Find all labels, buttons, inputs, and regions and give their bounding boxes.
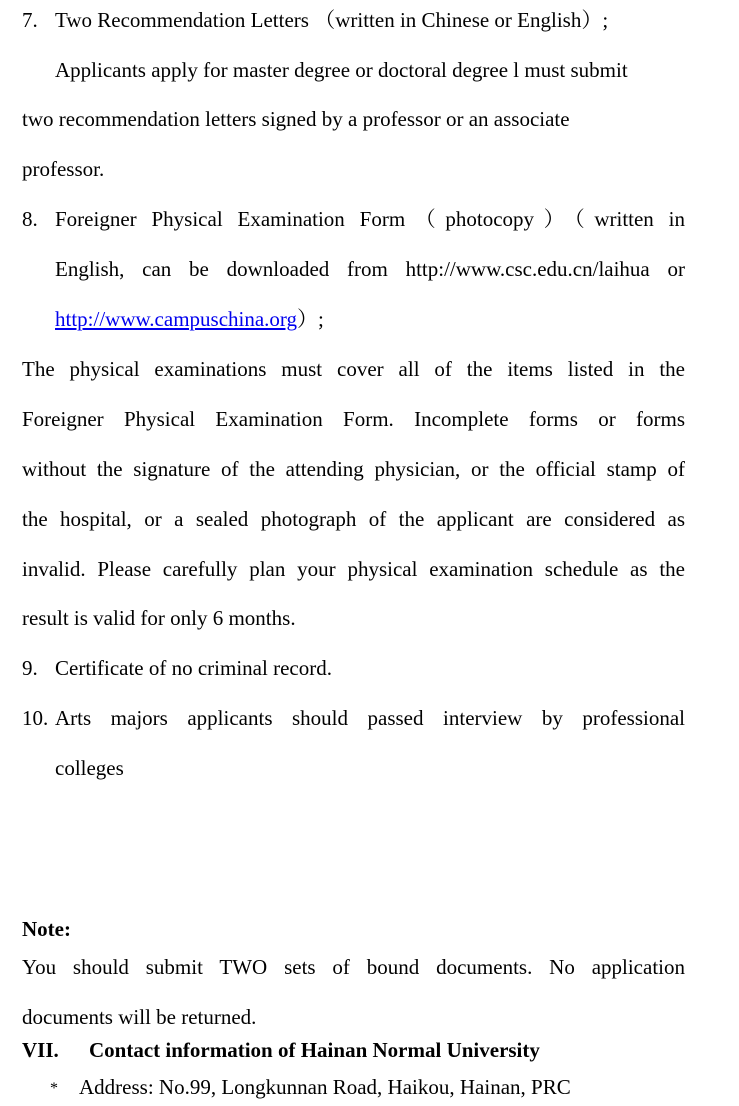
section-7-number: VII.: [22, 1038, 59, 1062]
item-10-line: Arts majors applicants should passed interview by professional: [55, 706, 685, 730]
item-7-body-line: Applicants apply for master degree or doctoral degree l must submit: [55, 58, 628, 82]
item-7-title: Two Recommendation Letters （written in Chinese or English）;: [55, 8, 609, 32]
item-10-line: colleges: [55, 756, 124, 780]
item-8-body-line: without the signature of the attending physician, or the official stamp of: [22, 457, 685, 481]
item-8-line: Foreigner Physical Examination Form（photocopy）（written in: [55, 207, 685, 231]
note-label: Note:: [22, 917, 71, 941]
section-7-title: Contact information of Hainan Normal University: [89, 1038, 540, 1062]
item-7-body-line: two recommendation letters signed by a professor or an associate: [22, 107, 570, 131]
note-line: documents will be returned.: [22, 1005, 257, 1029]
item-9-text: Certificate of no criminal record.: [55, 656, 332, 680]
item-8-link-suffix: ）;: [297, 307, 324, 331]
bullet-icon: *: [50, 1080, 58, 1097]
item-8-line: English, can be downloaded from http://www.csc.edu.cn/laihua or: [55, 257, 685, 281]
item-8-body-line: result is valid for only 6 months.: [22, 606, 296, 630]
item-10-number: 10.: [22, 706, 49, 730]
note-line: You should submit TWO sets of bound documents. No application: [22, 955, 685, 979]
item-8-body-line: The physical examinations must cover all of the items listed in the: [22, 357, 685, 381]
item-7-body-line: professor.: [22, 157, 105, 181]
item-9-number: 9.: [22, 656, 38, 680]
item-8-body-line: the hospital, or a sealed photograph of the applicant are considered as: [22, 507, 685, 531]
item-8-body-line: invalid. Please carefully plan your physical examination schedule as the: [22, 557, 685, 581]
item-8-body-line: Foreigner Physical Examination Form. Incomplete forms or forms: [22, 407, 685, 431]
item-8-link-line: [55, 307, 685, 331]
item-8-number: 8.: [22, 207, 38, 231]
item-7-number: 7.: [22, 8, 38, 32]
address-line: Address: No.99, Longkunnan Road, Haikou, Hainan, PRC: [79, 1075, 571, 1099]
campuschina-link[interactable]: http://www.campuschina.org: [55, 307, 298, 331]
